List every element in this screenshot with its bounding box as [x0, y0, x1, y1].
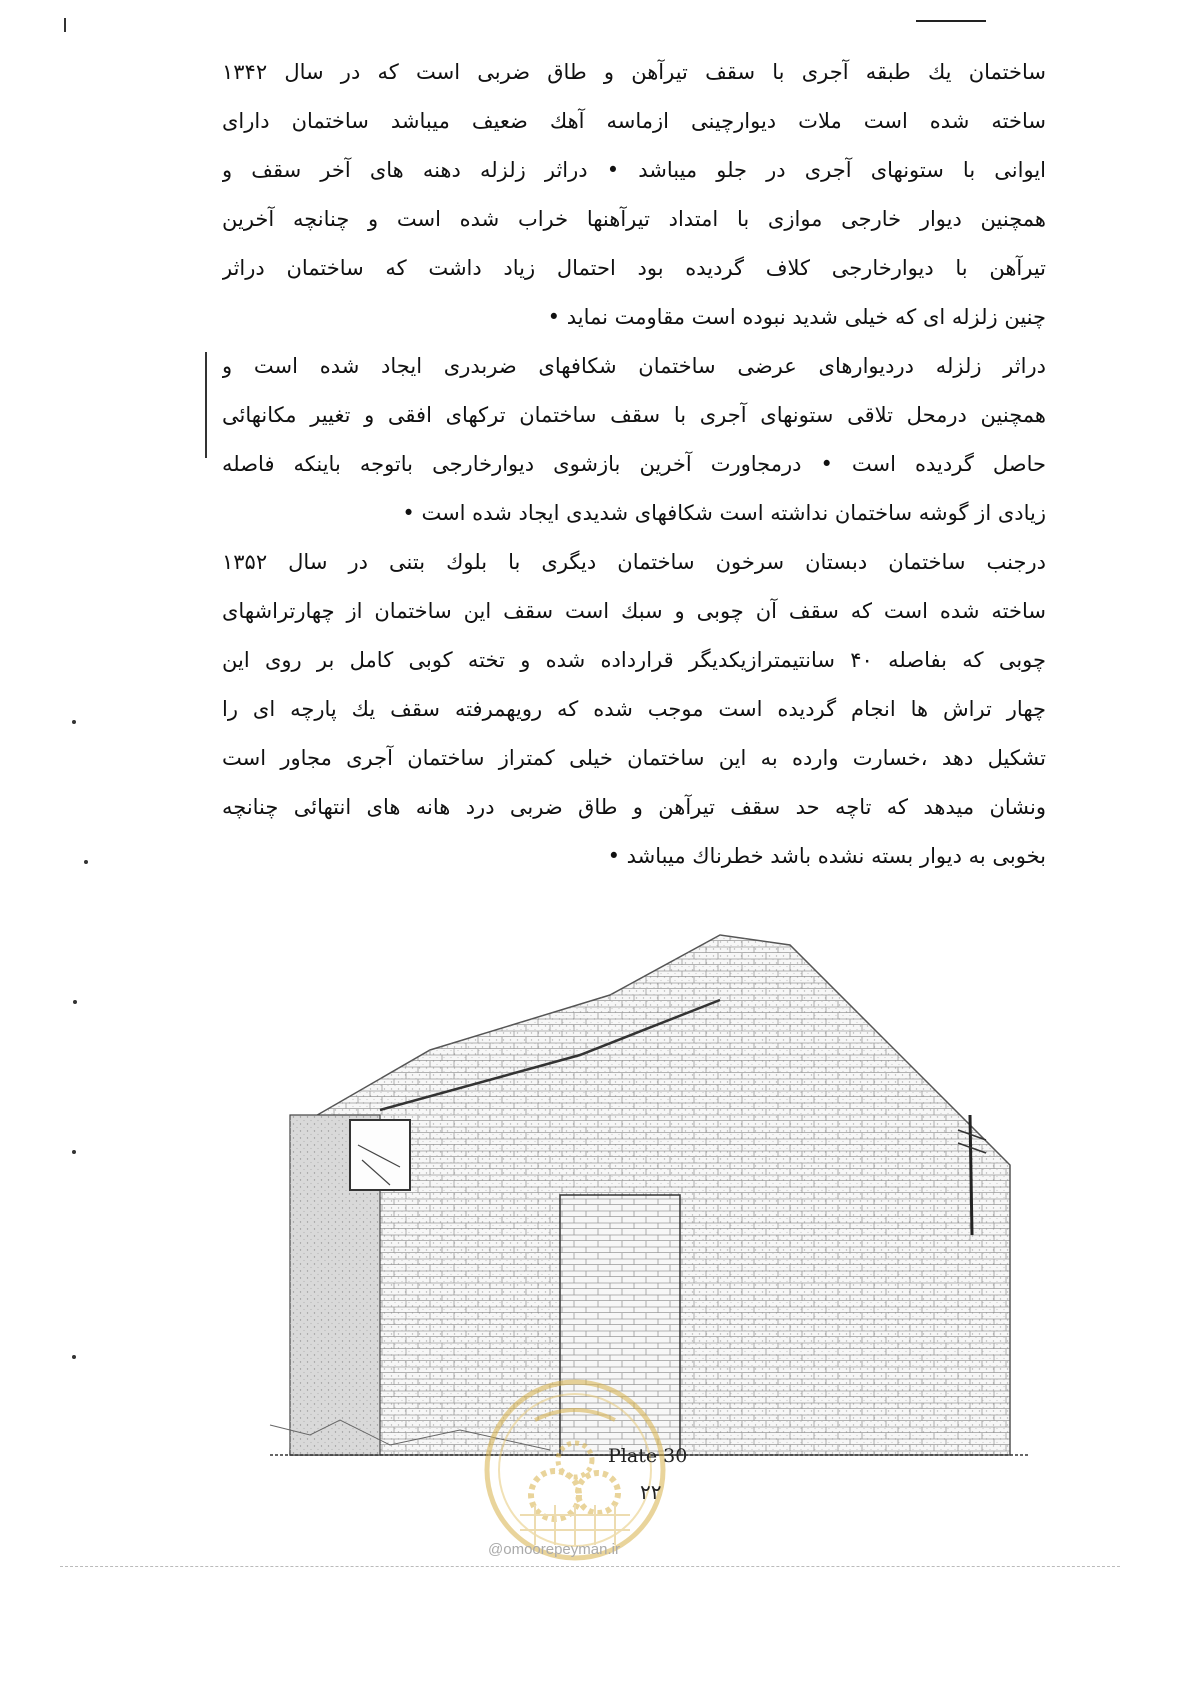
paragraph-2 — [222, 342, 1046, 538]
scan-artifact-line — [60, 1566, 1120, 1567]
text-line: چنین زلزله ای که خیلی شدید نبوده است مقاومت نماید • — [547, 305, 1046, 329]
text-line: زیادی از گوشه ساختمان نداشته است شکافهای شدیدی ایجاد شده است • — [402, 501, 1046, 525]
watermark-site: @omoorepeyman.ir — [488, 1541, 620, 1558]
text-line: تشکیل دهد ،خسارت وارده به این ساختمان خیلی کمتراز ساختمان آجری مجاور است — [222, 746, 1046, 770]
text-line: ساخته شده است ملات دیوارچینی ازماسه آهك ضعیف میباشد ساختمان دارای — [222, 109, 1046, 133]
margin-mark — [205, 352, 207, 458]
top-rule — [916, 20, 986, 22]
text-line: همچنین درمحل تلاقی ستونهای آجری با سقف ساختمان ترکهای افقی و تغییر مکانهائی — [222, 403, 1046, 427]
text-line: ایوانی با ستونهای آجری در جلو میباشد • دراثر زلزله دهنه های آخر سقف و — [222, 158, 1046, 182]
text-line: همچنین دیوار خارجی موازی با امتداد تیرآهنها خراب شده است و چنانچه آخرین — [222, 207, 1046, 231]
scan-speck — [64, 18, 66, 32]
text-line: بخوبی به دیوار بسته نشده باشد خطرناك میباشد • — [607, 844, 1046, 868]
text-line: حاصل گردیده است • درمجاورت آخرین بازشوی دیوارخارجی باتوجه باینکه فاصله — [222, 452, 1046, 476]
scan-speck — [72, 720, 76, 724]
text-line: درجنب ساختمان دبستان سرخون ساختمان دیگری با بلوك بتنی در سال ۱۳۵۲ — [222, 550, 1046, 574]
text-line: چهار تراش ها انجام گردیده است موجب شده که رویهمرفته سقف یك پارچه ای را — [222, 697, 1046, 721]
text-line: چوبی که بفاصله ۴۰ سانتیمترازیکدیگر قرارداده شده و تخته کوبی کامل بر روی این — [222, 648, 1046, 672]
paragraph-3 — [222, 538, 1046, 881]
watermark-seal — [480, 1375, 670, 1565]
page-number: ۲۲ — [640, 1480, 662, 1504]
text-line: ونشان میدهد که تاچه حد سقف تیرآهن و طاق ضربی درد هانه های انتهائی چنانچه — [222, 795, 1046, 819]
text-line: ساخته شده است که سقف آن چوبی و سبك است سقف این ساختمان از چهارتراشهای — [222, 599, 1046, 623]
paragraph-1 — [222, 48, 1046, 342]
plate-caption: Plate 30 — [608, 1445, 688, 1467]
scan-speck — [72, 1150, 76, 1154]
scan-speck — [73, 1000, 77, 1004]
text-line: تیرآهن با دیوارخارجی کلاف گردیده بود احتمال زیاد داشت که ساختمان دراثر — [222, 256, 1046, 280]
text-line: دراثر زلزله دردیوارهای عرضی ساختمان شکافهای ضربدری ایجاد شده است و — [222, 354, 1046, 378]
scan-speck — [72, 1355, 76, 1359]
scan-speck — [84, 860, 88, 864]
text-line: ساختمان یك طبقه آجری با سقف تیرآهن و طاق ضربی است که در سال ۱۳۴۲ — [222, 60, 1046, 84]
